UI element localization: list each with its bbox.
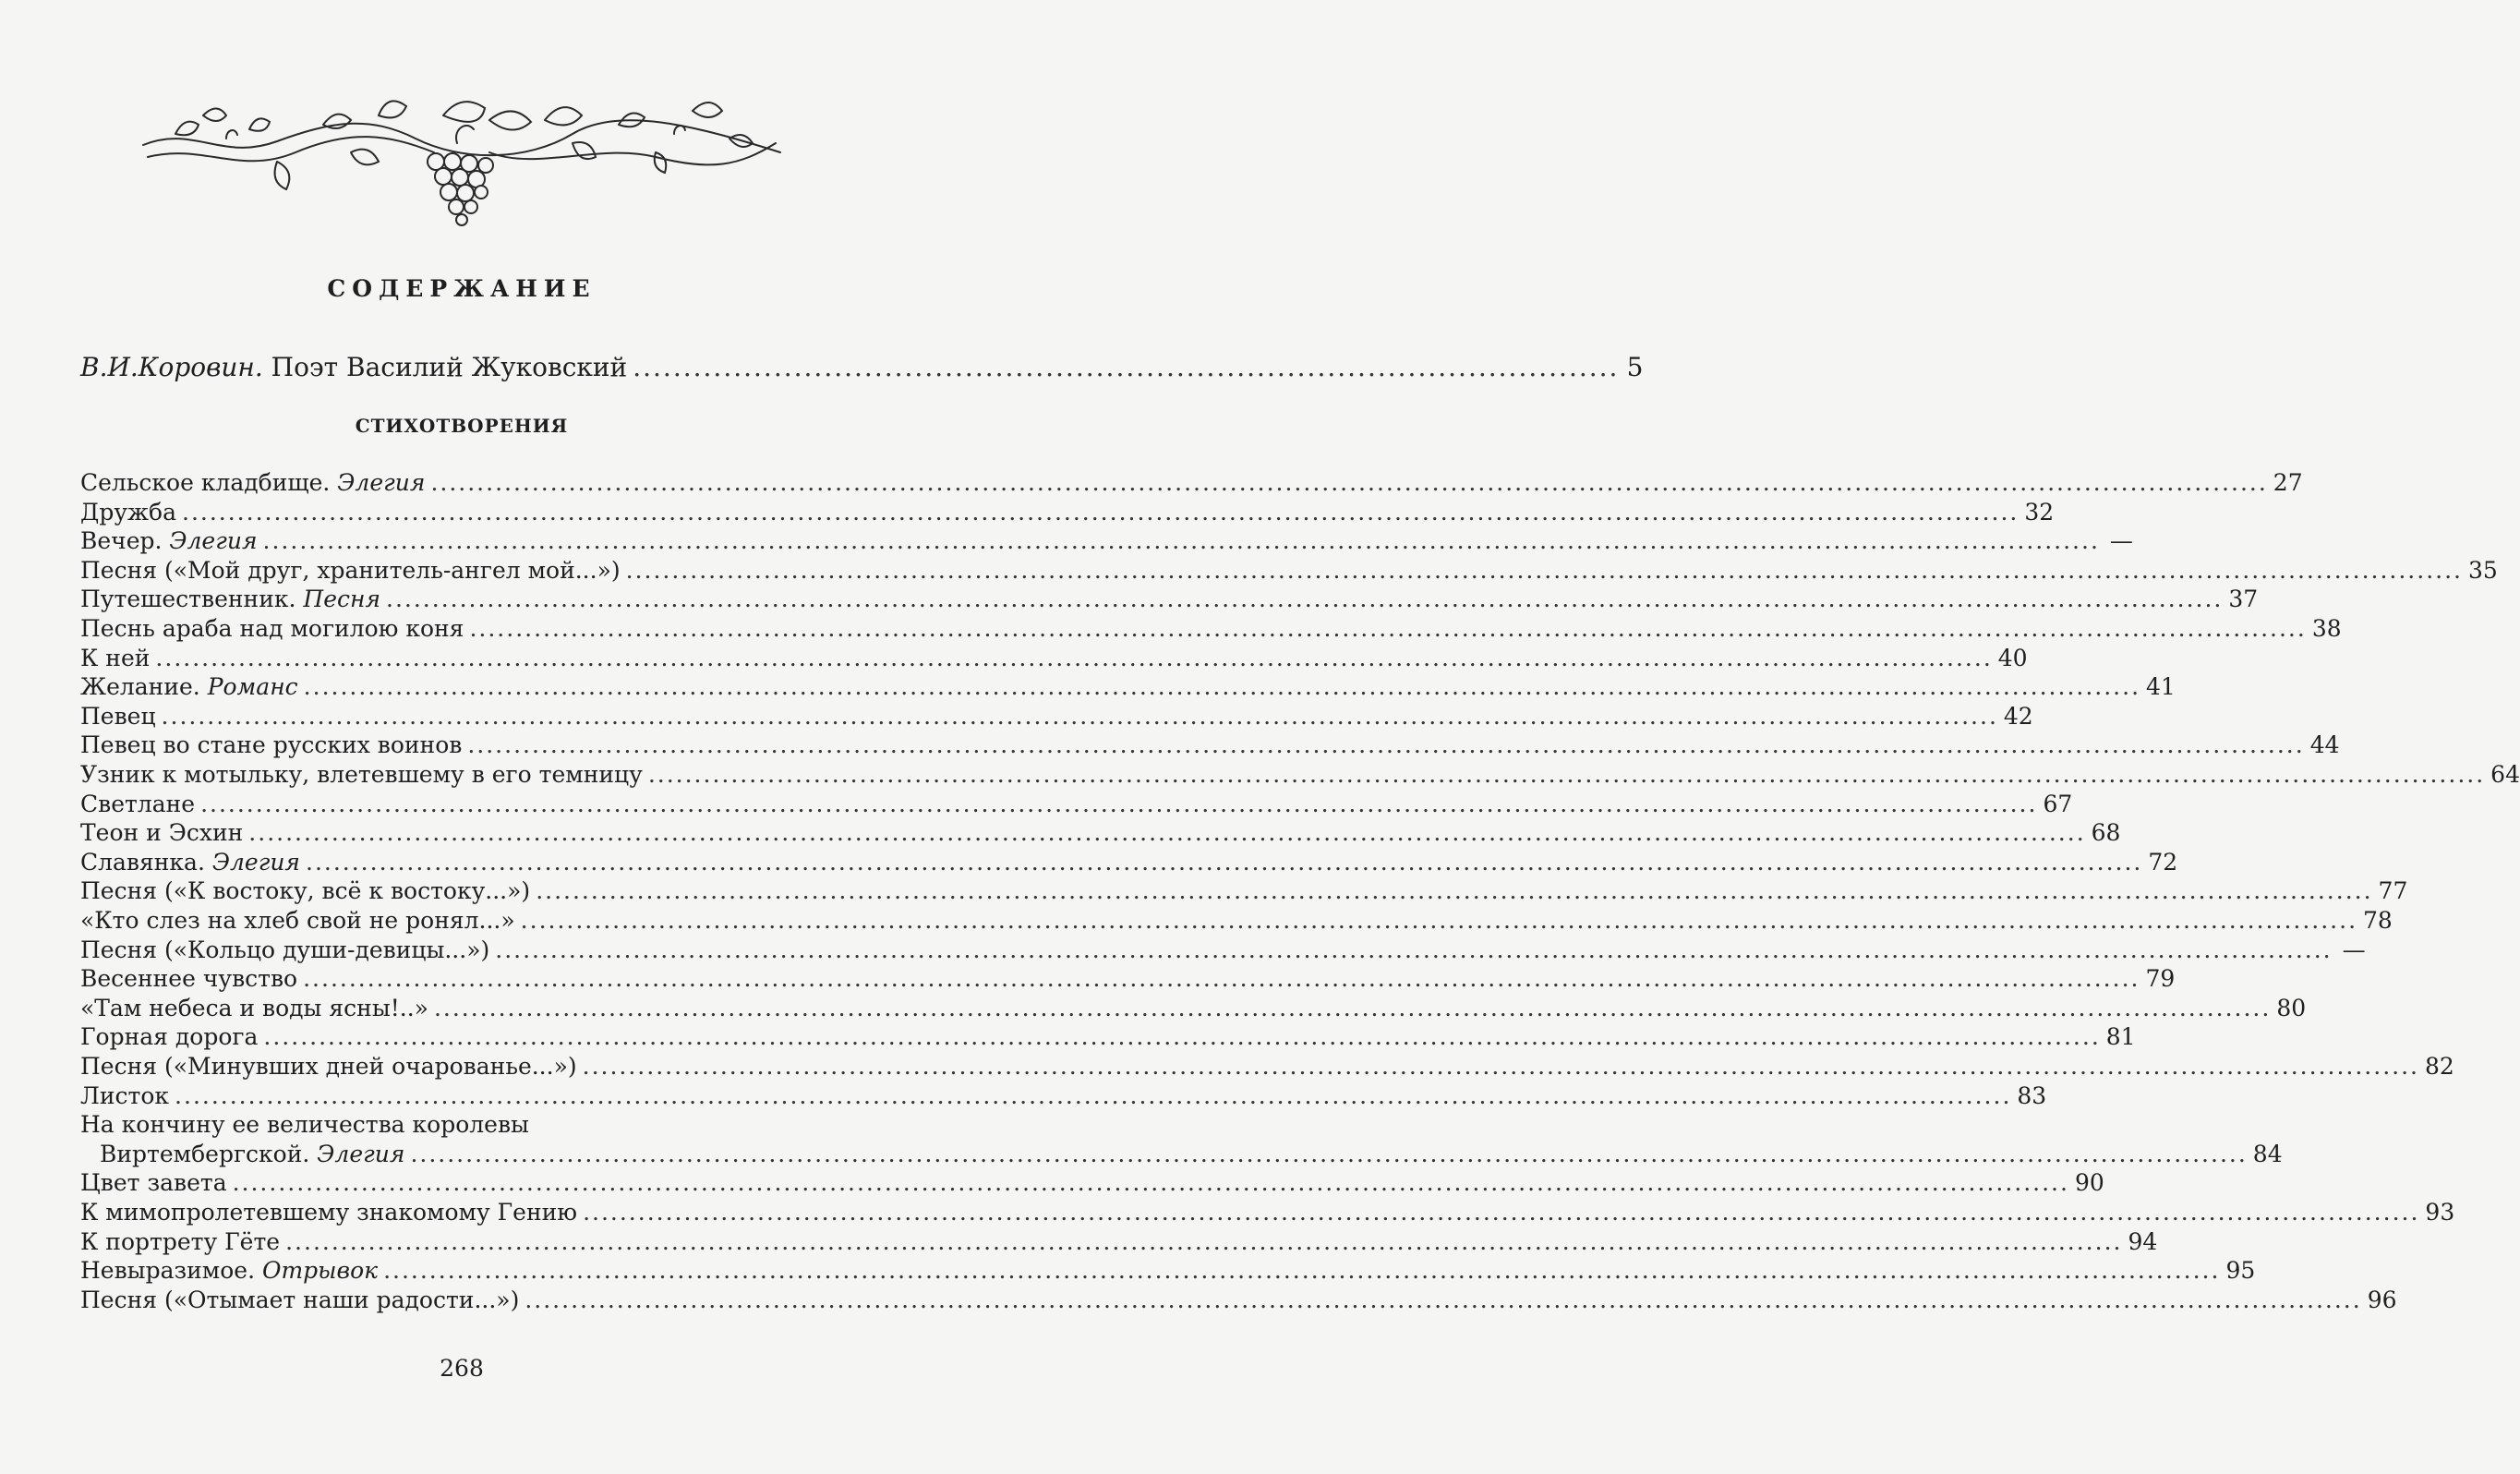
toc-entry[interactable] [80,1168,2104,1198]
page-ref: 93 [2425,1199,2455,1226]
entry-text: Певец во стане русских воинов [80,731,463,759]
page-ref: 90 [2074,1169,2104,1197]
entry-genre: Элегия [317,1140,405,1167]
toc-entry[interactable] [80,1052,2454,1081]
entry-title [80,936,489,965]
leader-dots: .................................................................................................. [633,352,1620,382]
entry-text: Листок [80,1081,170,1109]
toc-entry[interactable] [80,672,2176,702]
page-ref: 35 [2467,556,2498,584]
leader-dots: ........................................................................................................................................................................................................ [248,819,2086,847]
entry-text: Вечер. [80,527,170,555]
leader-dots: ........................................................................................................................................................................................................ [386,586,2224,613]
entry-text: Песнь араба над могилою коня [80,615,464,642]
page-ref: 44 [2309,731,2340,759]
page-ref: — [2342,936,2366,963]
entry-title [80,644,150,673]
leader-dots: ........................................................................................................................................................................................................ [536,877,2373,905]
page-ref: 72 [2148,848,2178,876]
toc-entry[interactable] [80,614,2342,644]
toc-entry[interactable] [80,994,2307,1023]
toc-entry[interactable] [80,936,2366,965]
leader-dots: ........................................................................................................................................................................................................ [262,527,2100,555]
toc-entry[interactable] [80,498,2055,527]
leader-dots: ........................................................................................................................................................................................................ [306,848,2143,876]
page-ref: 84 [2252,1140,2283,1167]
section-heading: СТИХОТВОРЕНИЯ [355,415,569,437]
entry-text: Путешественник. [80,586,304,613]
leader-dots: ........................................................................................................................................................................................................ [303,673,2141,701]
entry-genre: Отрывок [261,1257,379,1285]
entry-text: Горная дорога [80,1023,259,1051]
entry-text: Виртембергской. [100,1140,318,1167]
entry-title [80,556,621,586]
page-ref: 83 [2017,1081,2047,1109]
entry-title [80,1198,577,1227]
entry-title [80,876,530,906]
entry-title [80,818,243,848]
toc-entry-line[interactable]: На кончину ее величества королевы [80,1111,529,1139]
toc-entry[interactable] [80,585,2259,614]
entry-text: Дружба [80,498,176,526]
leader-dots: ........................................................................................................................................................................................................ [520,907,2358,934]
leader-dots: ........................................................................................................................................................................................................ [430,469,2268,496]
leader-dots: ........................................................................................................................................................................................................ [155,644,1993,671]
entry-text: Песня («Минувших дней очарованье...») [80,1053,577,1080]
entry-title [80,353,627,382]
entry-title [80,614,464,644]
entry-text: Песня («Кольцо души-девицы...») [80,936,490,963]
entry-title [100,1140,404,1169]
leader-dots: ........................................................................................................................................................................................................ [182,498,2020,526]
toc-entry[interactable] [80,848,2178,877]
page-ref: — [2109,527,2133,555]
page-ref: 42 [2003,702,2033,730]
leader-dots: ........................................................................................................................................................................................................ [232,1169,2069,1197]
entry-title [80,790,195,819]
entry-title [80,731,462,760]
page-ref: 95 [2225,1257,2256,1285]
leader-dots: ........................................................................................................................................................................................................ [200,790,2038,817]
page-ref: 27 [2273,469,2303,496]
entry-text: Узник к мотыльку, влетевшему в его темницу [80,761,643,788]
leader-dots: ........................................................................................................................................................................................................ [383,1257,2221,1285]
leader-dots: ........................................................................................................................................................................................................ [175,1081,2012,1109]
page-ref: 5 [1626,352,1644,382]
toc-entry[interactable] [80,731,2340,760]
entry-title [80,1022,258,1052]
page-ref: 37 [2228,586,2259,613]
page-ref: 77 [2378,877,2408,905]
toc-entry[interactable] [100,1140,2283,1169]
page-ref: 96 [2367,1286,2397,1313]
entry-text: Желание. [80,673,208,701]
intro-title: Поэт Василий Жуковский [262,352,628,382]
leader-dots: ........................................................................................................................................................................................................ [285,1227,2123,1255]
entry-text: Светлане [80,790,196,817]
page-number: 268 [440,1355,484,1382]
toc-entry[interactable] [80,964,2176,994]
entry-genre: Песня [303,586,381,613]
toc-entry[interactable] [80,1256,2256,1286]
toc-entry[interactable] [80,702,2033,731]
leader-dots: ........................................................................................................................................................................................................ [467,731,2305,759]
toc-entry[interactable] [80,1081,2047,1111]
entry-text: Сельское кладбище. [80,469,338,496]
entry-text: Невыразимое. [80,1257,262,1285]
toc-entry[interactable] [80,906,2393,936]
leader-dots: ........................................................................................................................................................................................................ [582,1053,2419,1080]
author-name: В.И.Коровин. [80,352,263,382]
entry-genre: Романс [207,673,298,701]
toc-entry[interactable] [80,876,2408,906]
leader-dots: ........................................................................................................................................................................................................ [263,1023,2101,1051]
leader-dots: ........................................................................................................................................................................................................ [433,994,2272,1021]
page-ref: 79 [2145,965,2176,993]
entry-genre: Элегия [211,848,300,876]
toc-entry[interactable] [80,1198,2455,1227]
page-ref: 67 [2043,790,2073,817]
entry-text: К портрету Гёте [80,1227,281,1255]
toc-entry[interactable] [80,1286,2397,1315]
page-ref: 94 [2128,1227,2158,1255]
toc-entry-intro[interactable] [80,352,1644,382]
toc-entry[interactable] [80,556,2498,586]
entry-title [80,1168,227,1198]
entry-title [80,702,156,731]
entry-title [80,585,380,614]
entry-text: «Там небеса и воды ясны!..» [80,994,428,1021]
leader-dots: ........................................................................................................................................................................................................ [524,1286,2362,1313]
entry-title [80,1227,280,1257]
entry-text: Цвет завета [80,1169,227,1197]
toc-entry[interactable] [80,790,2073,819]
leader-dots: ........................................................................................................................................................................................................ [303,965,2140,993]
entry-title [80,760,643,790]
entry-text: Песня («Мой друг, хранитель-ангел мой...») [80,556,621,584]
leader-dots: ........................................................................................................................................................................................................ [583,1199,2420,1226]
entry-title [80,1052,577,1081]
entry-title [80,1286,519,1315]
page-ref: 32 [2024,498,2055,526]
toc-entry[interactable] [80,1227,2158,1257]
entry-title [80,526,258,556]
page-ref: 82 [2424,1053,2454,1080]
leader-dots: ........................................................................................................................................................................................................ [410,1140,2248,1167]
leader-dots: ........................................................................................................................................................................................................ [161,702,1998,730]
entry-text: К ней [80,644,151,671]
grapevine-ornament [139,88,785,236]
page-ref: 78 [2363,907,2393,934]
entry-title [80,468,425,498]
entry-title [80,848,300,877]
page-ref: 68 [2091,819,2121,847]
page-ref: 81 [2105,1023,2136,1051]
page-ref: 64 [2490,761,2520,788]
toc-entry[interactable] [80,818,2121,848]
toc-entry[interactable] [80,526,2133,556]
entry-text: К мимопролетевшему знакомому Гению [80,1199,578,1226]
entry-text: Теон и Эсхин [80,819,244,847]
entry-text: Певец [80,702,156,730]
leader-dots: ........................................................................................................................................................................................................ [625,556,2463,584]
toc-entry[interactable] [80,468,2303,498]
entry-text: Славянка. [80,848,212,876]
entry-title [80,906,515,936]
entry-text: Песня («Отымает наши радости...») [80,1286,520,1313]
toc-entry[interactable] [80,760,2520,790]
entry-title [80,964,297,994]
page-title: СОДЕРЖАНИЕ [327,275,597,302]
entry-text: Весеннее чувство [80,965,298,993]
leader-dots: ........................................................................................................................................................................................................ [647,761,2486,788]
entry-title [80,1256,378,1286]
entry-title [80,1081,169,1111]
entry-text: Песня («К востоку, всё к востоку...») [80,877,531,905]
page-ref: 41 [2146,673,2176,701]
entry-text: «Кто слез на хлеб свой не ронял...» [80,907,515,934]
page-ref: 38 [2311,615,2342,642]
leader-dots: ........................................................................................................................................................................................................ [495,936,2333,963]
entry-genre: Элегия [169,527,258,555]
toc-entry[interactable] [80,644,2028,673]
entry-title [80,994,428,1023]
page-ref: 40 [1997,644,2028,671]
entry-title [80,498,176,527]
toc-entry[interactable] [80,1022,2136,1052]
entry-title [80,672,298,702]
leader-dots: ........................................................................................................................................................................................................ [469,615,2307,642]
page-ref: 80 [2276,994,2307,1021]
entry-genre: Элегия [337,469,426,496]
